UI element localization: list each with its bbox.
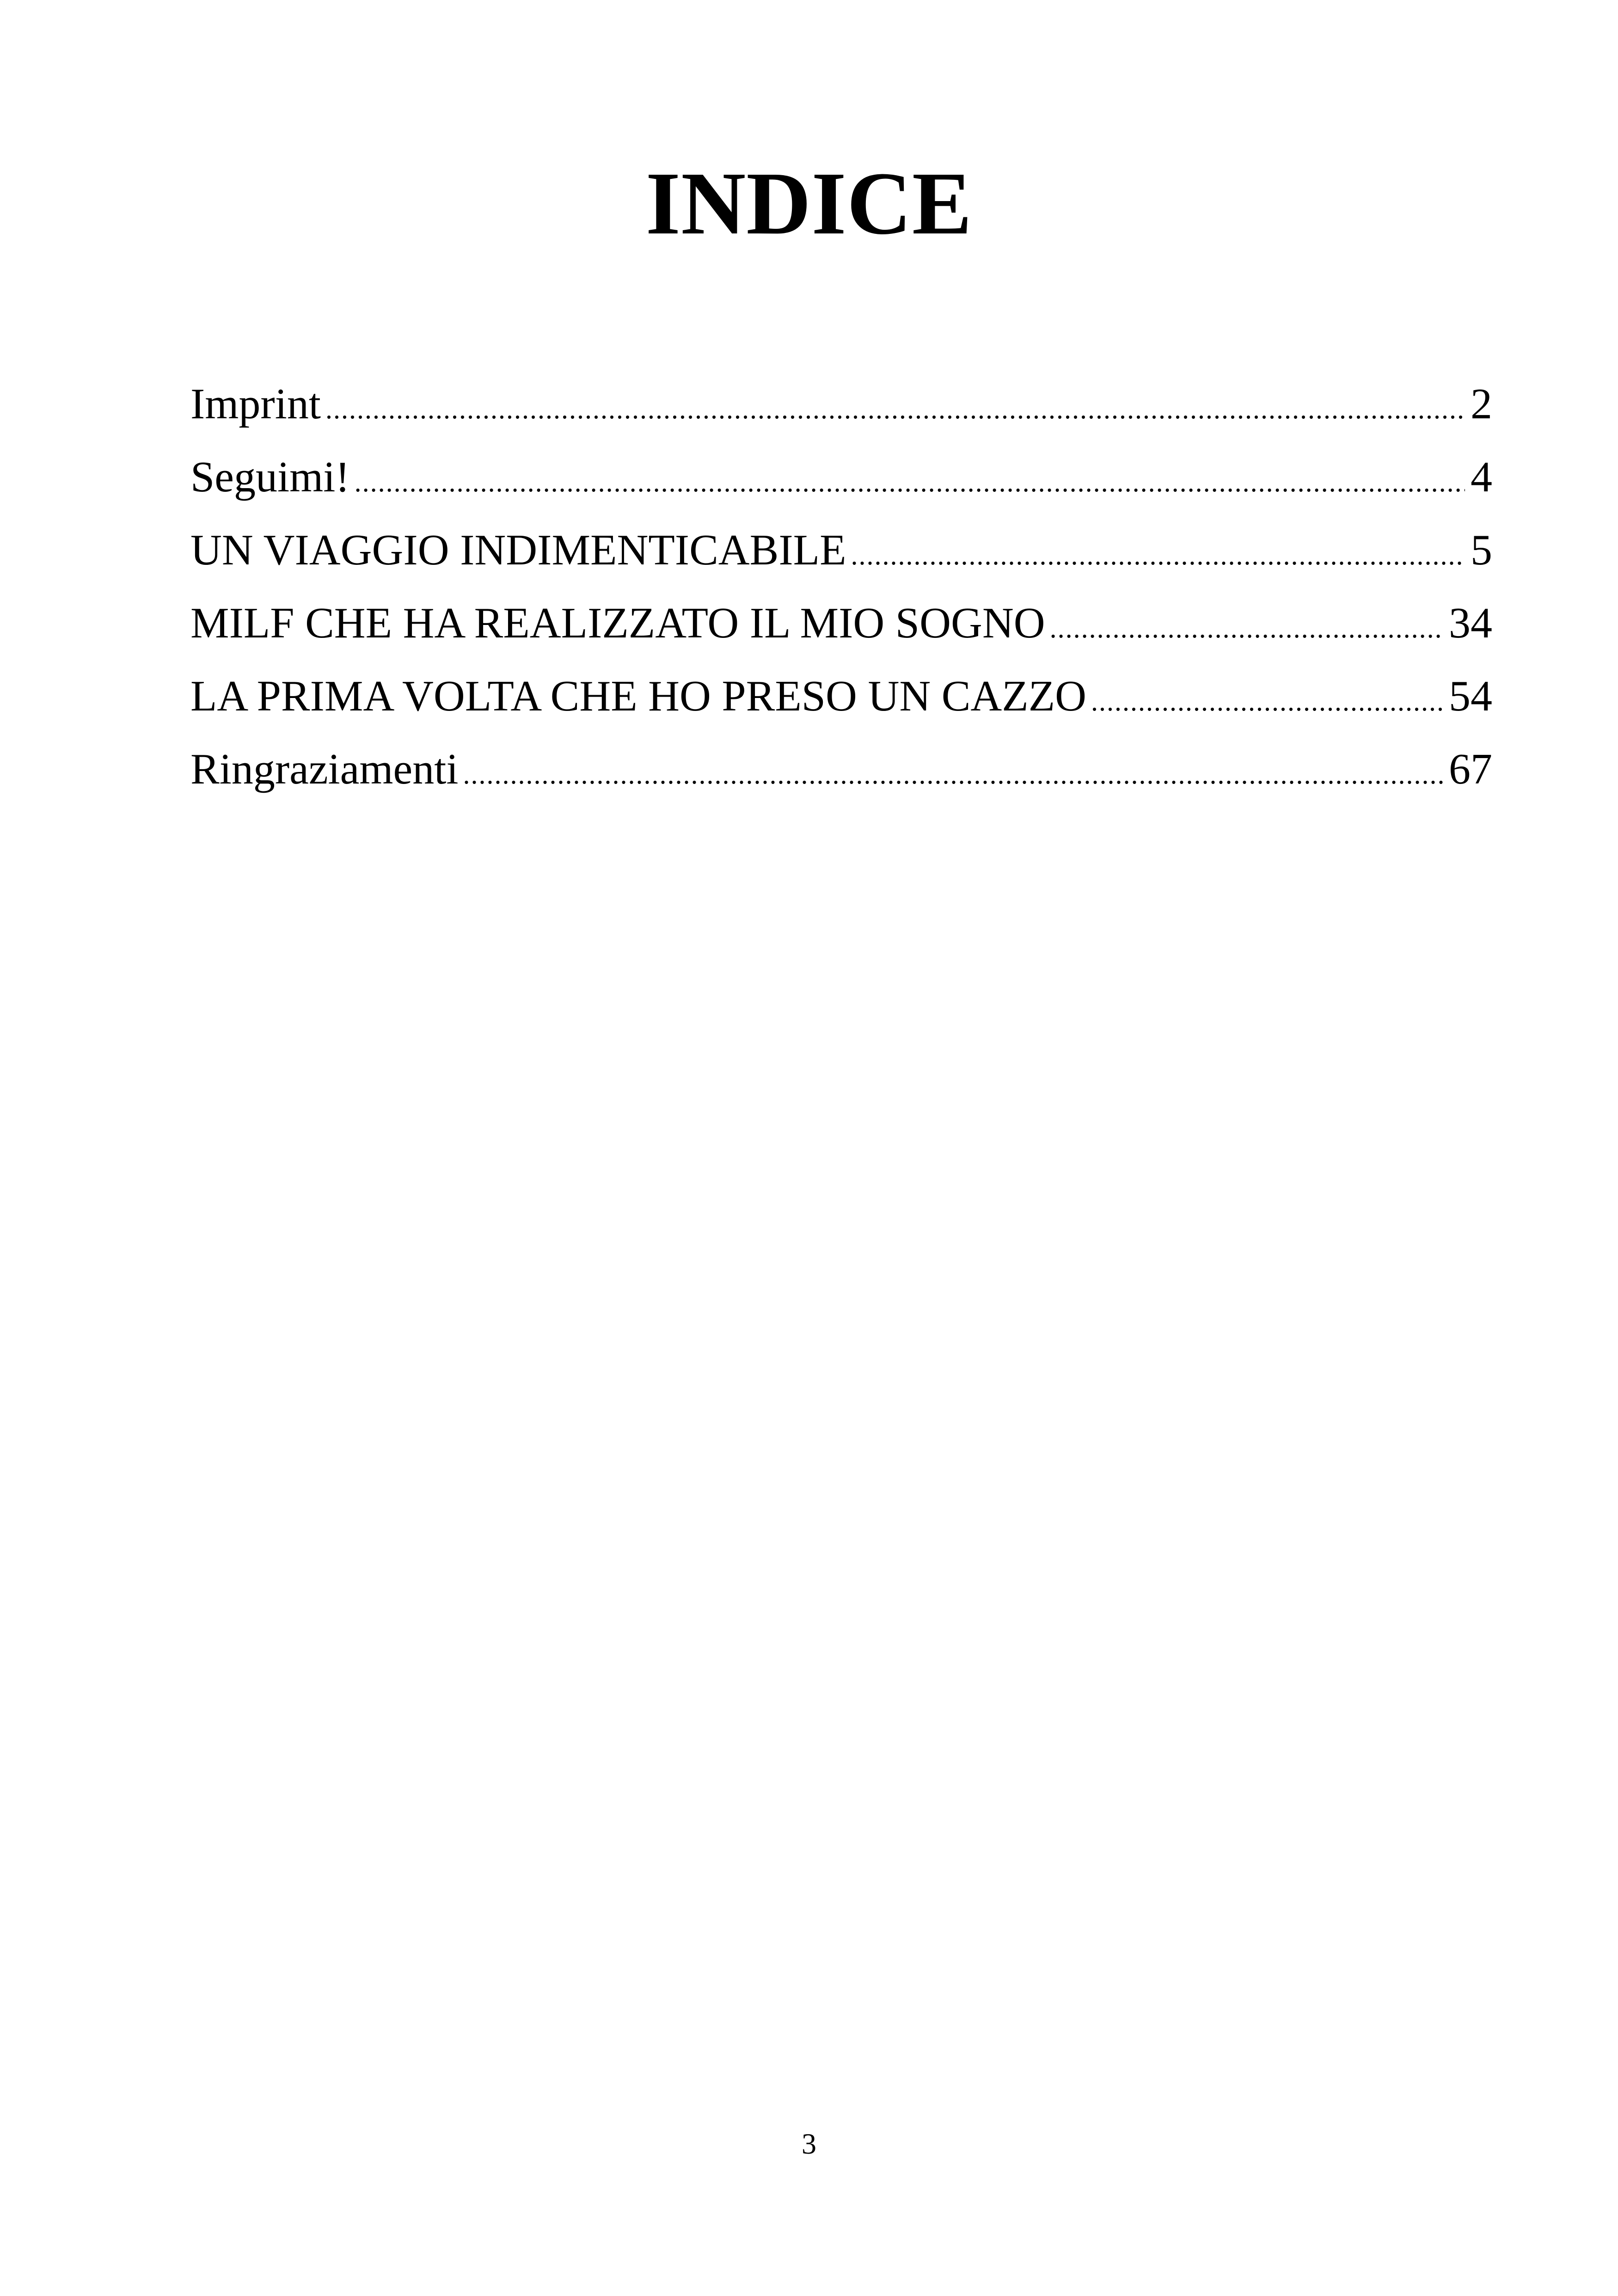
toc-entry-imprint[interactable] bbox=[190, 367, 1492, 441]
toc-entry-label: LA PRIMA VOLTA CHE HO PRESO UN CAZZO bbox=[190, 672, 1087, 720]
toc-entry-page: 67 bbox=[1449, 745, 1492, 793]
toc-entry-seguimi[interactable] bbox=[190, 441, 1492, 514]
toc-entry-label: UN VIAGGIO INDIMENTICABILE bbox=[190, 526, 846, 574]
toc-entry-prima-volta[interactable] bbox=[190, 660, 1492, 733]
toc-entry-label: Seguimi! bbox=[190, 453, 350, 501]
table-of-contents bbox=[190, 367, 1492, 806]
toc-entry-page: 34 bbox=[1449, 599, 1492, 647]
toc-dot-leader bbox=[1050, 592, 1443, 665]
toc-entry-viaggio[interactable] bbox=[190, 514, 1492, 587]
toc-dot-leader bbox=[355, 446, 1465, 519]
toc-dot-leader bbox=[851, 519, 1465, 592]
toc-entry-label: MILF CHE HA REALIZZATO IL MIO SOGNO bbox=[190, 599, 1045, 647]
toc-entry-page: 5 bbox=[1471, 526, 1492, 574]
page-number: 3 bbox=[802, 2127, 816, 2160]
toc-dot-leader bbox=[1091, 665, 1443, 738]
toc-entry-label: Ringraziamenti bbox=[190, 745, 459, 793]
toc-entry-page: 4 bbox=[1471, 453, 1492, 501]
toc-entry-label: Imprint bbox=[190, 380, 321, 428]
toc-entry-milf[interactable] bbox=[190, 587, 1492, 660]
toc-entry-page: 54 bbox=[1449, 672, 1492, 720]
toc-dot-leader bbox=[325, 373, 1465, 446]
toc-entry-ringraziamenti[interactable] bbox=[190, 733, 1492, 806]
toc-dot-leader bbox=[463, 738, 1443, 811]
toc-entry-page: 2 bbox=[1471, 380, 1492, 428]
page-title: INDICE bbox=[645, 153, 973, 253]
